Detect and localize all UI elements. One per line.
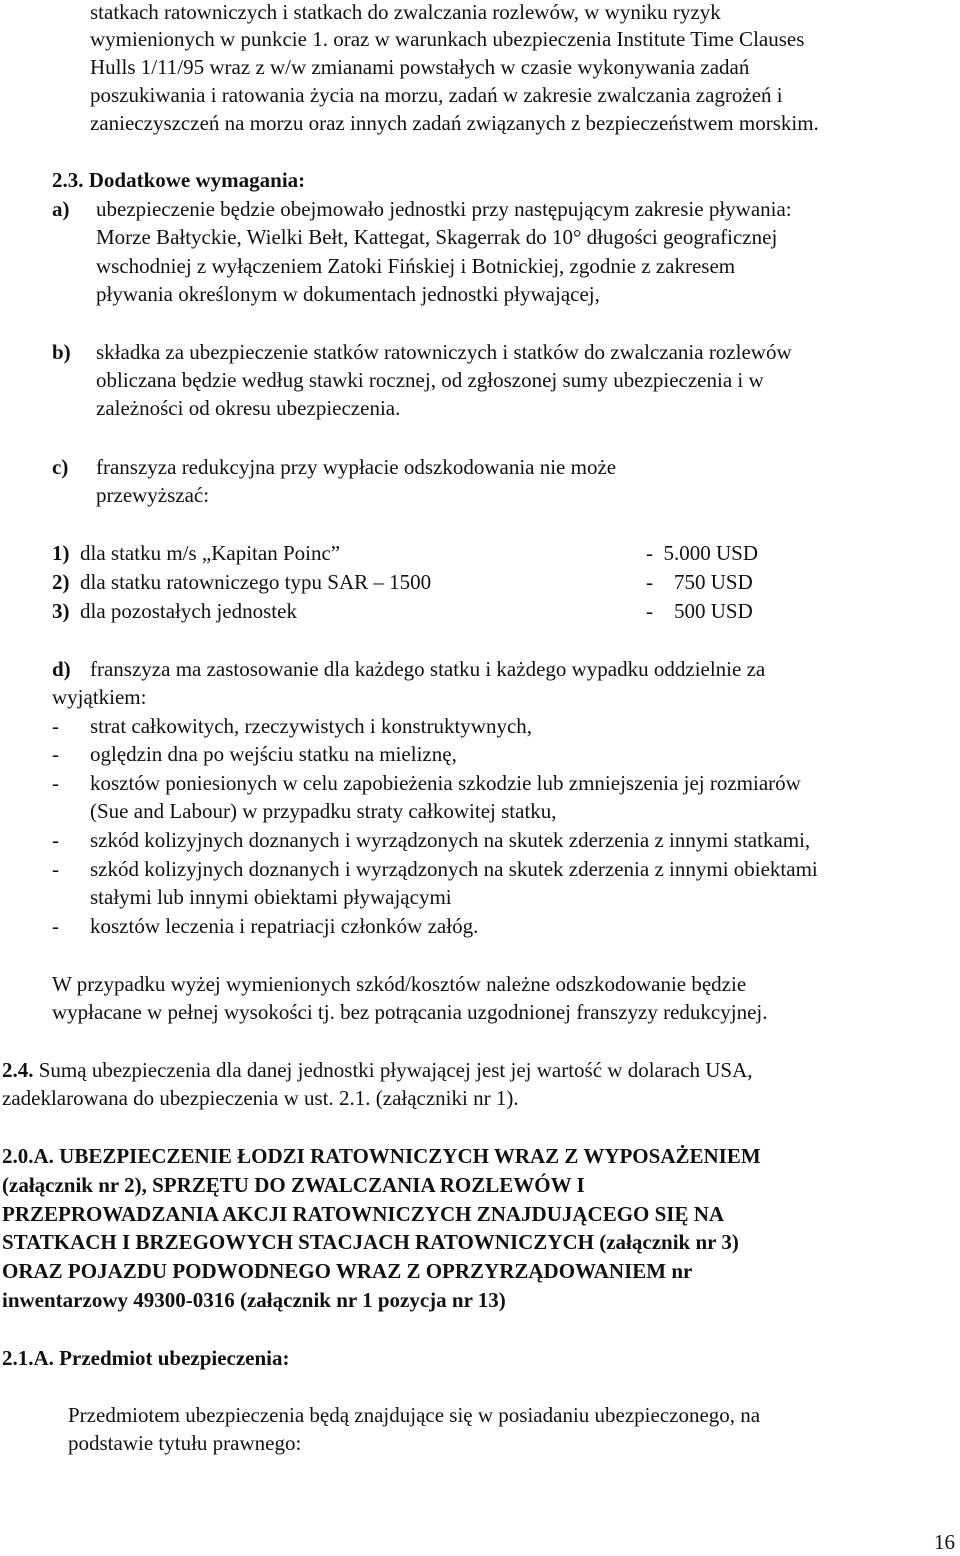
section-2-4-number: 2.4. bbox=[2, 1058, 34, 1082]
section-2-1-a-line: Przedmiotem ubezpieczenia będą znajdujące się w posiadaniu ubezpieczonego, na bbox=[68, 1403, 761, 1427]
deductible-label: dla statku ratowniczego typu SAR – 1500 bbox=[80, 570, 432, 594]
exception-item: kosztów poniesionych w celu zapobieżenia szkodzie lub zmniejszenia jej rozmiarów bbox=[90, 771, 801, 795]
exception-item: kosztów leczenia i repatriacji członków załóg. bbox=[90, 914, 479, 938]
exception-item: szkód kolizyjnych doznanych i wyrządzonych na skutek zderzenia z innymi obiektami bbox=[90, 857, 818, 881]
deductible-num: 2) bbox=[52, 570, 70, 594]
item-a-line: wschodniej z wyłączeniem Zatoki Fińskiej i Botnickiej, zgodnie z zakresem bbox=[96, 254, 736, 278]
section-2-0-a-heading: inwentarzowy 49300-0316 (załącznik nr 1 pozycja nr 13) bbox=[2, 1288, 506, 1312]
exception-item-cont: stałymi lub innymi obiektami pływającymi bbox=[90, 885, 452, 909]
item-a-line: ubezpieczenie będzie obejmowało jednostki przy następującym zakresie pływania: bbox=[96, 197, 792, 221]
section-2-0-a-heading: 2.0.A. UBEZPIECZENIE ŁODZI RATOWNICZYCH WRAZ Z WYPOSAŻENIEM bbox=[2, 1144, 761, 1168]
list-dash: - bbox=[52, 914, 59, 938]
section-2-0-a-heading: PRZEPROWADZANIA AKCJI RATOWNICZYCH ZNAJDUJĄCEGO SIĘ NA bbox=[2, 1202, 725, 1226]
item-d-line: franszyza ma zastosowanie dla każdego statku i każdego wypadku oddzielnie za bbox=[90, 657, 766, 681]
list-dash: - bbox=[52, 771, 59, 795]
list-dash: - bbox=[52, 828, 59, 852]
item-c-marker: c) bbox=[52, 455, 69, 479]
item-b-line: zależności od okresu ubezpieczenia. bbox=[96, 396, 401, 420]
item-b-marker: b) bbox=[52, 340, 71, 364]
item-d-marker: d) bbox=[52, 657, 71, 681]
deductible-amount: - 5.000 USD bbox=[646, 541, 759, 565]
closing-line: W przypadku wyżej wymienionych szkód/kosztów należne odszkodowanie będzie bbox=[52, 972, 747, 996]
item-a-line: pływania określonym w dokumentach jednostki pływającej, bbox=[96, 282, 600, 306]
closing-line: wypłacane w pełnej wysokości tj. bez potrącania uzgodnionej franszyzy redukcyjnej. bbox=[52, 1000, 768, 1024]
list-dash: - bbox=[52, 714, 59, 738]
intro-line: Hulls 1/11/95 wraz z w/w zmianami powstałych w czasie wykonywania zadań bbox=[90, 55, 750, 79]
item-c-line: przewyższać: bbox=[96, 483, 210, 507]
intro-line: zanieczyszczeń na morzu oraz innych zadań związanych z bezpieczeństwem morskim. bbox=[90, 111, 819, 135]
exception-item: oględzin dna po wejściu statku na mieliznę, bbox=[90, 742, 457, 766]
section-2-1-a-line: podstawie tytułu prawnego: bbox=[68, 1431, 302, 1455]
deductible-num: 1) bbox=[52, 541, 70, 565]
intro-line: wymienionych w punkcie 1. oraz w warunkach ubezpieczenia Institute Time Clauses bbox=[90, 27, 805, 51]
section-2-0-a-heading: (załącznik nr 2), SPRZĘTU DO ZWALCZANIA ROZLEWÓW I bbox=[2, 1173, 585, 1197]
exception-item-cont: (Sue and Labour) w przypadku straty całkowitej statku, bbox=[90, 799, 557, 823]
intro-line: statkach ratowniczych i statkach do zwalczania rozlewów, w wyniku ryzyk bbox=[90, 0, 721, 24]
section-2-3-heading: 2.3. Dodatkowe wymagania: bbox=[52, 168, 306, 192]
exception-item: strat całkowitych, rzeczywistych i konstruktywnych, bbox=[90, 714, 533, 738]
exception-item: szkód kolizyjnych doznanych i wyrządzonych na skutek zderzenia z innymi statkami, bbox=[90, 828, 811, 852]
item-b-line: obliczana będzie według stawki rocznej, od zgłoszonej sumy ubezpieczenia i w bbox=[96, 368, 764, 392]
section-2-4-text: Sumą ubezpieczenia dla danej jednostki pływającej jest jej wartość w dolarach USA, bbox=[38, 1058, 753, 1082]
list-dash: - bbox=[52, 742, 59, 766]
item-a-line: Morze Bałtyckie, Wielki Bełt, Kattegat, Skagerrak do 10° długości geograficznej bbox=[96, 225, 778, 249]
deductible-amount: - 750 USD bbox=[646, 570, 753, 594]
deductible-num: 3) bbox=[52, 599, 70, 623]
intro-line: poszukiwania i ratowania życia na morzu, zadań w zakresie zwalczania zagrożeń i bbox=[90, 83, 783, 107]
deductible-amount: - 500 USD bbox=[646, 599, 753, 623]
list-dash: - bbox=[52, 857, 59, 881]
section-2-0-a-heading: STATKACH I BRZEGOWYCH STACJACH RATOWNICZYCH (załącznik nr 3) bbox=[2, 1230, 739, 1254]
item-d-line: wyjątkiem: bbox=[52, 685, 147, 709]
deductible-label: dla statku m/s „Kapitan Poinc” bbox=[80, 541, 341, 565]
section-2-0-a-heading: ORAZ POJAZDU PODWODNEGO WRAZ Z OPRZYRZĄDOWANIEM nr bbox=[2, 1259, 693, 1283]
item-b-line: składka za ubezpieczenie statków ratowniczych i statków do zwalczania rozlewów bbox=[96, 340, 792, 364]
item-a-marker: a) bbox=[52, 197, 70, 221]
section-2-4-line bbox=[2, 1056, 753, 1084]
item-c-line: franszyza redukcyjna przy wypłacie odszkodowania nie może bbox=[96, 455, 617, 479]
section-2-1-a-heading: 2.1.A. Przedmiot ubezpieczenia: bbox=[2, 1346, 290, 1370]
page-number: 16 bbox=[934, 1530, 955, 1554]
section-2-4-line: zadeklarowana do ubezpieczenia w ust. 2.1. (załączniki nr 1). bbox=[2, 1086, 519, 1110]
deductible-label: dla pozostałych jednostek bbox=[80, 599, 297, 623]
